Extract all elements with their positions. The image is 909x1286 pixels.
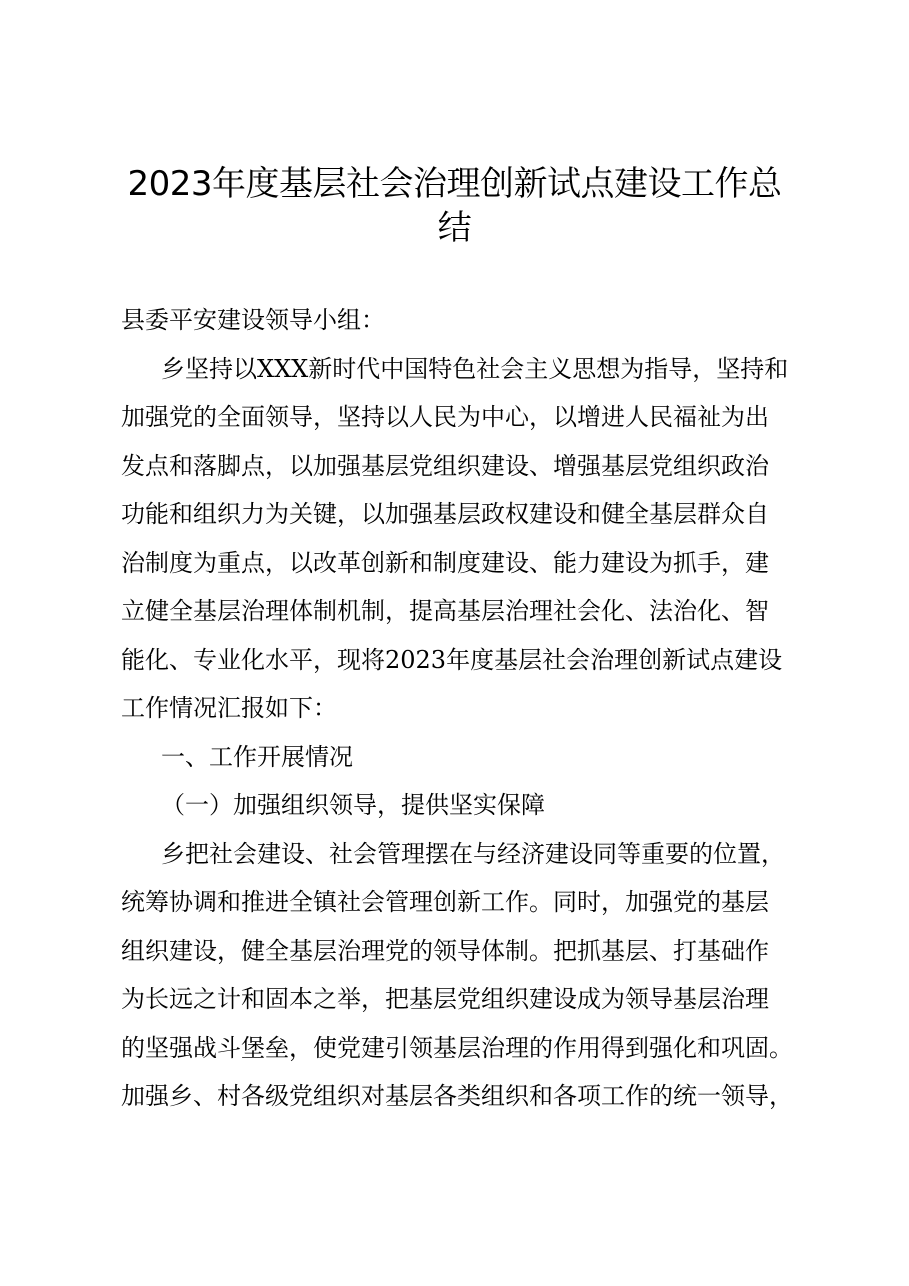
salutation: 县委平安建设领导小组： [121,306,385,334]
paragraph-line: 加强党的全面领导，坚持以人民为中心，以增进人民福祉为出 [121,403,769,431]
paragraph-line: 功能和组织力为关键，以加强基层政权建设和健全基层群众自 [121,500,769,528]
paragraph-line: 发点和落脚点，以加强基层党组织建设、增强基层党组织政治 [121,451,769,480]
paragraph-line: 组织建设，健全基层治理党的领导体制。把抓基层、打基础作 [121,936,769,965]
paragraph-line: 能化、专业化水平，现将2023年度基层社会治理创新试点建设 [121,645,783,674]
paragraph-line: 为长远之计和固本之举，把基层党组织建设成为领导基层治理 [121,985,769,1013]
section-heading: 一、工作开展情况 [161,742,353,771]
paragraph-line: 统筹协调和推进全镇社会管理创新工作。同时，加强党的基层 [121,888,769,916]
paragraph-line: 治制度为重点，以改革创新和制度建设、能力建设为抓手，建 [121,548,769,577]
title-line-2: 结 [437,208,472,248]
paragraph-line: 立健全基层治理体制机制，提高基层治理社会化、法治化、智 [121,597,769,625]
paragraph-line: 工作情况汇报如下： [121,694,337,722]
document-title [110,162,799,250]
title-line-1: 2023年度基层社会治理创新试点建设工作总 [127,164,782,204]
subsection-heading: （一）加强组织领导，提供坚实保障 [161,791,545,819]
paragraph-line: 乡把社会建设、社会管理摆在与经济建设同等重要的位置， [161,839,785,868]
paragraph-line: 乡坚持以XXX新时代中国特色社会主义思想为指导，坚持和 [161,354,789,383]
document-body [121,296,811,1121]
paragraph-line: 加强乡、村各级党组织对基层各类组织和各项工作的统一领导， [121,1082,793,1110]
paragraph-line: 的坚强战斗堡垒，使党建引领基层治理的作用得到强化和巩固。 [121,1033,793,1062]
